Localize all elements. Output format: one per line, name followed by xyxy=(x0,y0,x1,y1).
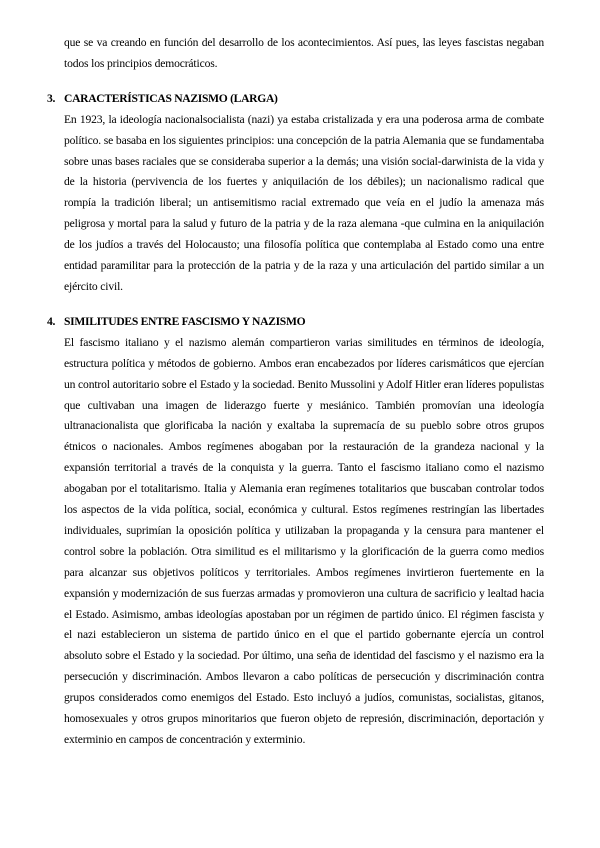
section-heading xyxy=(47,312,544,333)
section-title: CARACTERÍSTICAS NAZISMO (LARGA) xyxy=(64,91,278,105)
section-number: 4. xyxy=(47,314,56,328)
section-title: SIMILITUDES ENTRE FASCISMO Y NAZISMO xyxy=(64,314,306,328)
section-heading xyxy=(47,89,544,110)
spacer xyxy=(64,75,544,89)
section-similitudes xyxy=(47,312,544,751)
section-paragraph: El fascismo italiano y el nazismo alemán compartieron varias similitudes en términos de ideología, estructura política y métodos de gobierno. Ambos eran encabezados por líderes carismáticos que ejercían un control autoritario sobre el Estado y la sociedad. Benito Mussolini y Adolf Hitler eran líderes populistas que cultivaban una imagen de liderazgo fuerte y mesiánico. También promovían una ideología ultranacionalista que glorificaba la nación y exaltaba la supremacía de su pueblo sobre otros grupos étnicos o nacionales. Ambos regímenes abogaban por la restauración de la grandeza nacional y la expansión territorial a través de la conquista y la guerra. Tanto el fascismo italiano como el nazismo abogaban por el totalitarismo. Italia y Alemania eran regímenes totalitarios que buscaban controlar todos los aspectos de la vida política, social, económica y cultural. Estos regímenes restringían las libertades individuales, suprimían la oposición política y utilizaban la propaganda y la censura para mantener el control sobre la población. Otra similitud es el militarismo y la glorificación de la guerra como medios para alcanzar sus objetivos políticos y territoriales. Ambos regímenes invirtieron fuertemente en la expansión y modernización de sus fuerzas armadas y promovieron una cultura de sacrificio y lealtad hacia el Estado. Asimismo, ambas ideologías apostaban por un régimen de partido único. El régimen fascista y el nazi establecieron un sistema de partido único en el que el partido gobernante ejercía un control absoluto sobre el Estado y la sociedad. Por último, una seña de identidad del fascismo y el nazismo era la persecución y discriminación. Ambos llevaron a cabo políticas de persecución y discriminación contra grupos considerados como enemigos del Estado. Esto incluyó a judíos, comunistas, socialistas, gitanos, homosexuales y otros grupos minoritarios que fueron objeto de represión, discriminación, deportación y exterminio en campos de concentración y exterminio. xyxy=(64,335,544,746)
spacer xyxy=(64,298,544,312)
section-paragraph: En 1923, la ideología nacionalsocialista (nazi) ya estaba cristalizada y era una poderosa arma de combate político. se basaba en los siguientes principios: una concepción de la patria Alemania que se fundamentaba sobre unas bases raciales que se consideraba superior a la demás; una visión social-darwinista de la vida y de la historia (pervivencia de los fuertes y aniquilación de los débiles); un nacionalismo radical que rompía la tradición liberal; un antisemitismo racial extremado que veía en el judío la amenaza más peligrosa y mortal para la salud y futuro de la patria y de la raza alemana -que culmina en la aniquilación de los judíos a través del Holocausto; una filosofía política que contemplaba al Estado como una entre entidad paramilitar para la protección de la patria y de la raza y una articulación del partido similar a un ejército civil. xyxy=(64,112,544,293)
section-caracteristicas-nazismo xyxy=(47,89,544,298)
intro-paragraph: que se va creando en función del desarrollo de los acontecimientos. Así pues, las leyes fascistas negaban todos los principios democráticos. xyxy=(64,36,544,70)
document-page xyxy=(47,33,544,751)
section-number: 3. xyxy=(47,91,56,105)
